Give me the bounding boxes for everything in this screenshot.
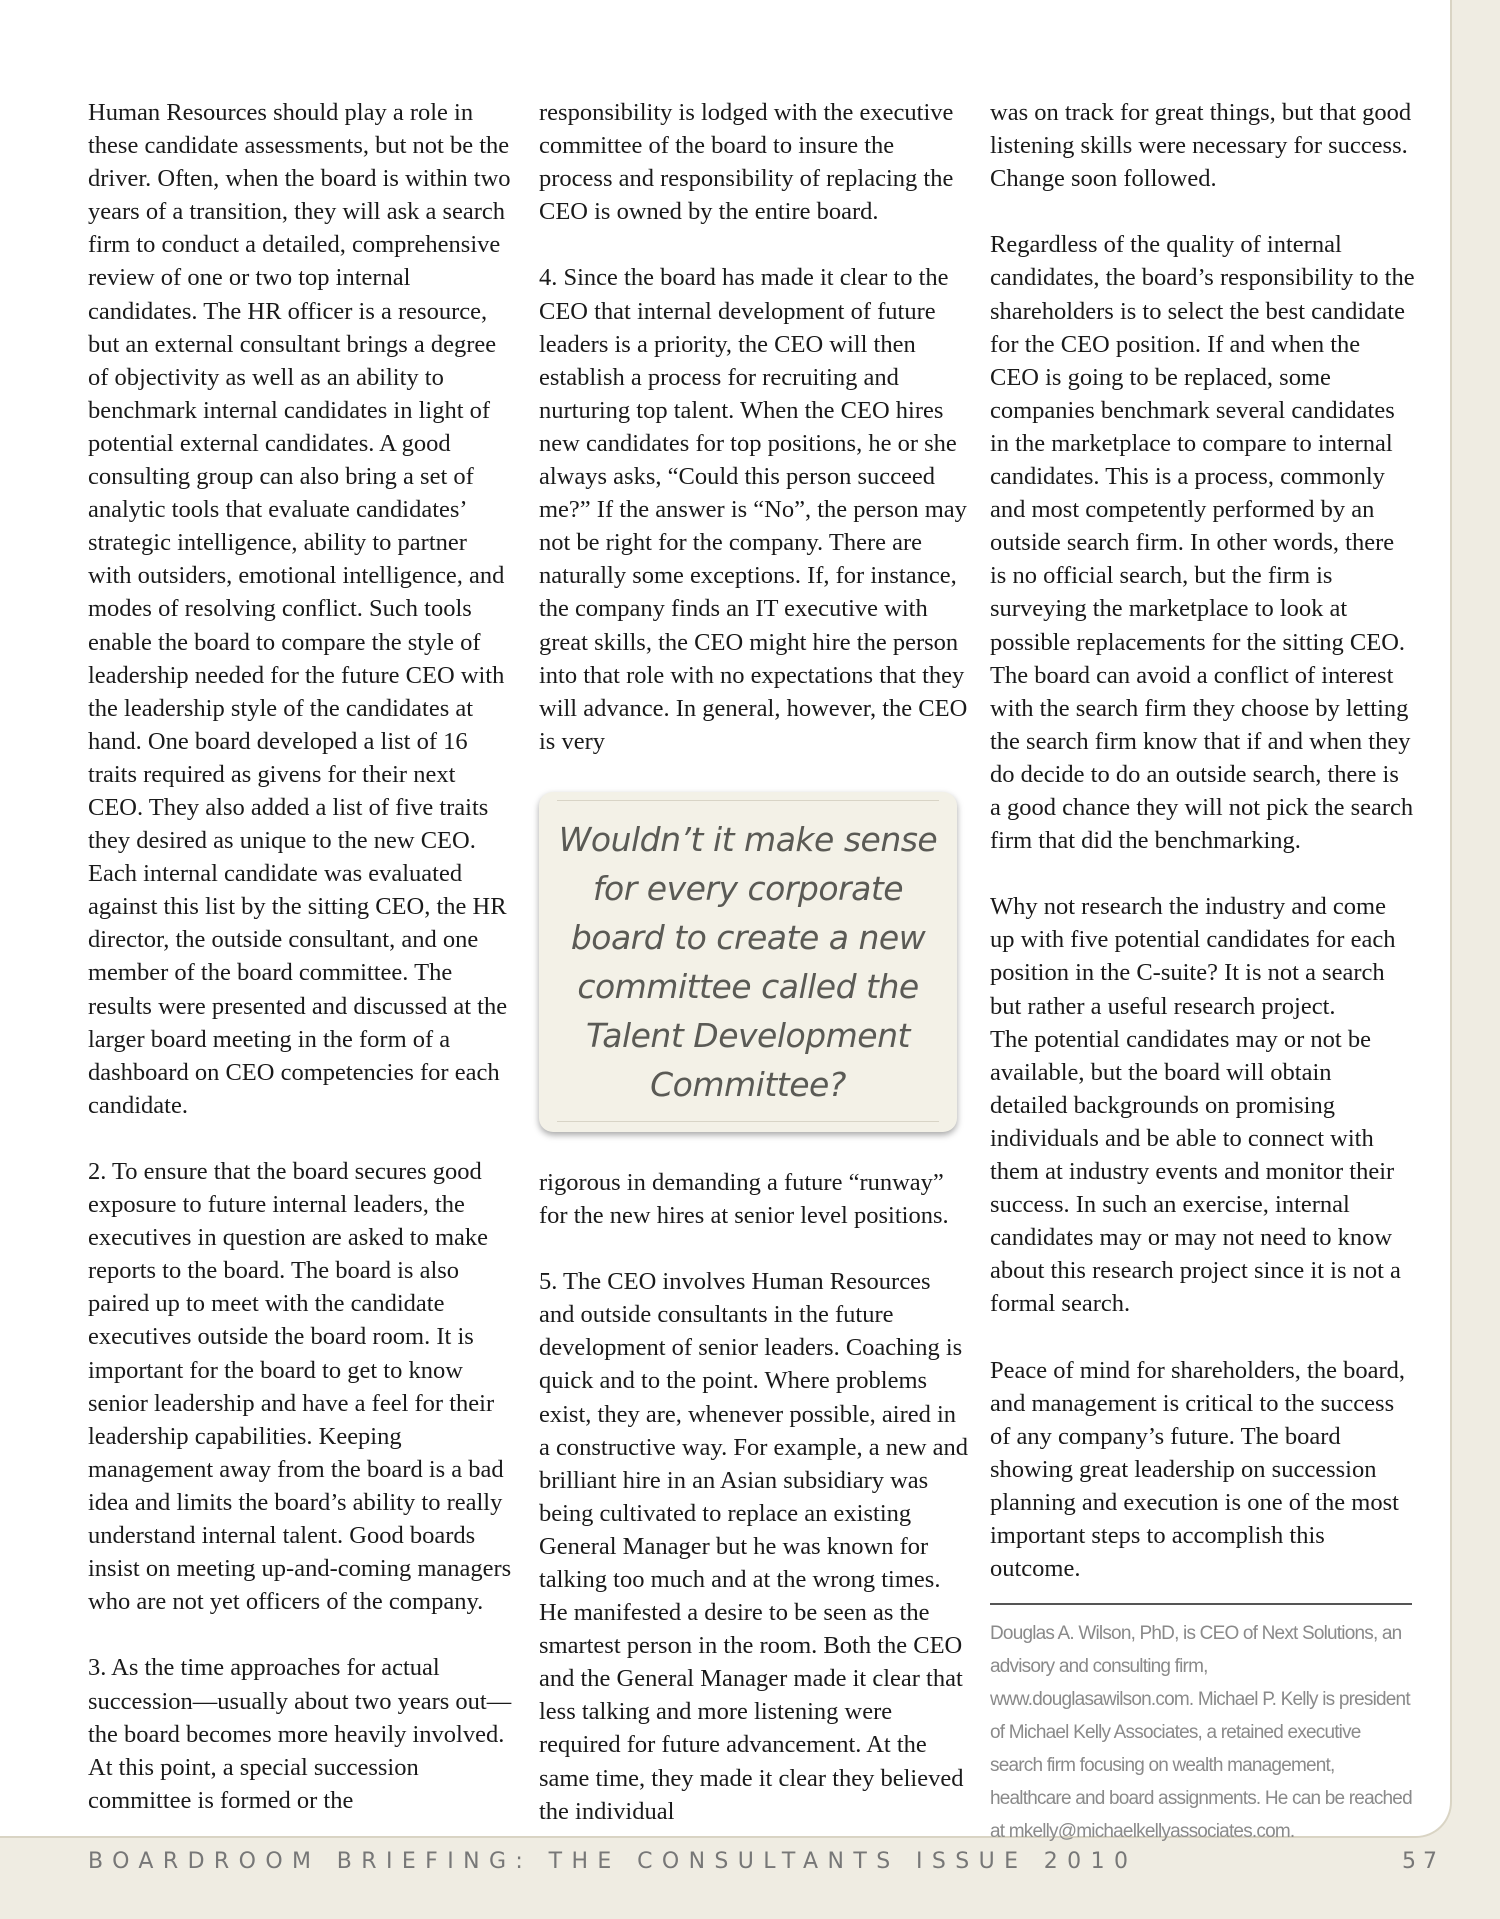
article-column-1 bbox=[88, 96, 513, 1817]
pull-quote-text: Wouldn’t it make sense for every corporate board to create a new committee called the Talent Development Committee? bbox=[557, 800, 939, 1122]
body-paragraph: The potential candidates may or not be available, but the board will obtain detailed backgrounds on promising individuals and be able to connect with them at industry events and monitor their success. In such an exercise, internal candidates may or may not need to know about this research project since it is not a formal search. bbox=[990, 1025, 1401, 1318]
body-paragraph: 3. As the time approaches for actual succession—usually about two years out—the board becomes more heavily involved. At this point, a special succession committee is formed or the bbox=[88, 1654, 512, 1814]
article-column-2 bbox=[539, 96, 969, 1828]
author-bio: Douglas A. Wilson, PhD, is CEO of Next Solutions, an advisory and consulting firm, www.douglasawilson.com. Michael P. Kelly is president of Michael Kelly Associates, a retained executive search firm focusing on wealth management, healthcare and board assignments. He can be reached at mkelly@michaelkellyassociates.com. bbox=[990, 1623, 1412, 1843]
page-number: 57 bbox=[1402, 1849, 1444, 1874]
body-paragraph: rigorous in demanding a future “runway” for the new hires at senior level positions. bbox=[539, 1168, 949, 1229]
body-paragraph: 5. The CEO involves Human Resources and outside consultants in the future development of senior leaders. Coaching is quick and to the point. Where problems exist, they are, whenever possible, aired in a constructive way. For example, a new and brilliant hire in an Asian subsidiary was being cultivated to replace an existing General Manager but he was known for talking too much and at the wrong times. He manifested a desire to be seen as the smartest person in the room. Both the CEO and the General Manager made it clear that less talking and more listening were required for future advancement. At the same time, they made it clear they believed the individual bbox=[539, 1268, 969, 1825]
article-column-3 bbox=[990, 96, 1415, 1848]
body-paragraph: Human Resources should play a role in these candidate assessments, but not be the driver. Often, when the board is within two years of a transition, they will ask a search firm to conduct a detailed, comprehensive review of one or two top internal candidates. The HR officer is a resource, but an external consultant brings a degree of objectivity as well as an ability to benchmark internal candidates in light of potential external candidates. A good consulting group can also bring a set of analytic tools that evaluate candidates’ strategic intelligence, ability to partner with outsiders, emotional intelligence, and modes of resolving conflict. Such tools enable the board to compare the style of leadership needed for the future CEO with the leadership style of the candidates at hand. One board developed a list of 16 traits required as givens for their next CEO. They also added a list of five traits they desired as unique to the new CEO. Each internal candidate was evaluated against this list by the sitting CEO, the HR director, the outside consultant, and one member of the board committee. The results were presented and discussed at the larger board meeting in the form of a dashboard on CEO competencies for each candidate. bbox=[88, 99, 511, 1119]
body-paragraph: was on track for great things, but that good listening skills were necessary for success. Change soon followed. bbox=[990, 99, 1412, 193]
body-paragraph: Peace of mind for shareholders, the board, and management is critical to the success of any company’s future. The board showing great leadership on succession planning and execution is one of the most important steps to accomplish this outcome. bbox=[990, 1356, 1405, 1583]
body-paragraph: responsibility is lodged with the executive committee of the board to insure the process and responsibility of replacing the CEO is owned by the entire board. bbox=[539, 99, 954, 226]
body-paragraph: 2. To ensure that the board secures good exposure to future internal leaders, the executives in question are asked to make reports to the board. The board is also paired up to meet with the candidate executives outside the board room. It is important for the board to get to know senior leadership and have a feel for their leadership capabilities. Keeping management away from the board is a bad idea and limits the board’s ability to really understand internal talent. Good boards insist on meeting up-and-coming managers who are not yet officers of the company. bbox=[88, 1158, 512, 1616]
bio-divider bbox=[990, 1603, 1412, 1605]
body-paragraph: 4. Since the board has made it clear to the CEO that internal development of future leaders is a priority, the CEO will then establish a process for recruiting and nurturing top talent. When the CEO hires new candidates for top positions, he or she always asks, “Could this person succeed me?” If the answer is “No”, the person may not be right for the company. There are naturally some exceptions. If, for instance, the company finds an IT executive with great skills, the CEO might hire the person into that role with no expectations that they will advance. In general, however, the CEO is very bbox=[539, 264, 968, 755]
running-footer-title: BOARDROOM BRIEFING: THE CONSULTANTS ISSUE 2010 bbox=[88, 1849, 1138, 1874]
body-paragraph: Why not research the industry and come up with five potential candidates for each position in the C-suite? It is not a search but rather a useful research project. bbox=[990, 893, 1396, 1020]
pull-quote-box bbox=[539, 792, 957, 1132]
body-paragraph: Regardless of the quality of internal candidates, the board’s responsibility to the shareholders is to select the best candidate for the CEO position. If and when the CEO is going to be replaced, some companies benchmark several candidates in the marketplace to compare to internal candidates. This is a process, commonly and most competently performed by an outside search firm. In other words, there is no official search, but the firm is surveying the marketplace to look at possible replacements for the sitting CEO. The board can avoid a conflict of interest with the search firm they choose by letting the search firm know that if and when they do decide to do an outside search, there is a good chance they will not pick the search firm that did the benchmarking. bbox=[990, 231, 1415, 855]
